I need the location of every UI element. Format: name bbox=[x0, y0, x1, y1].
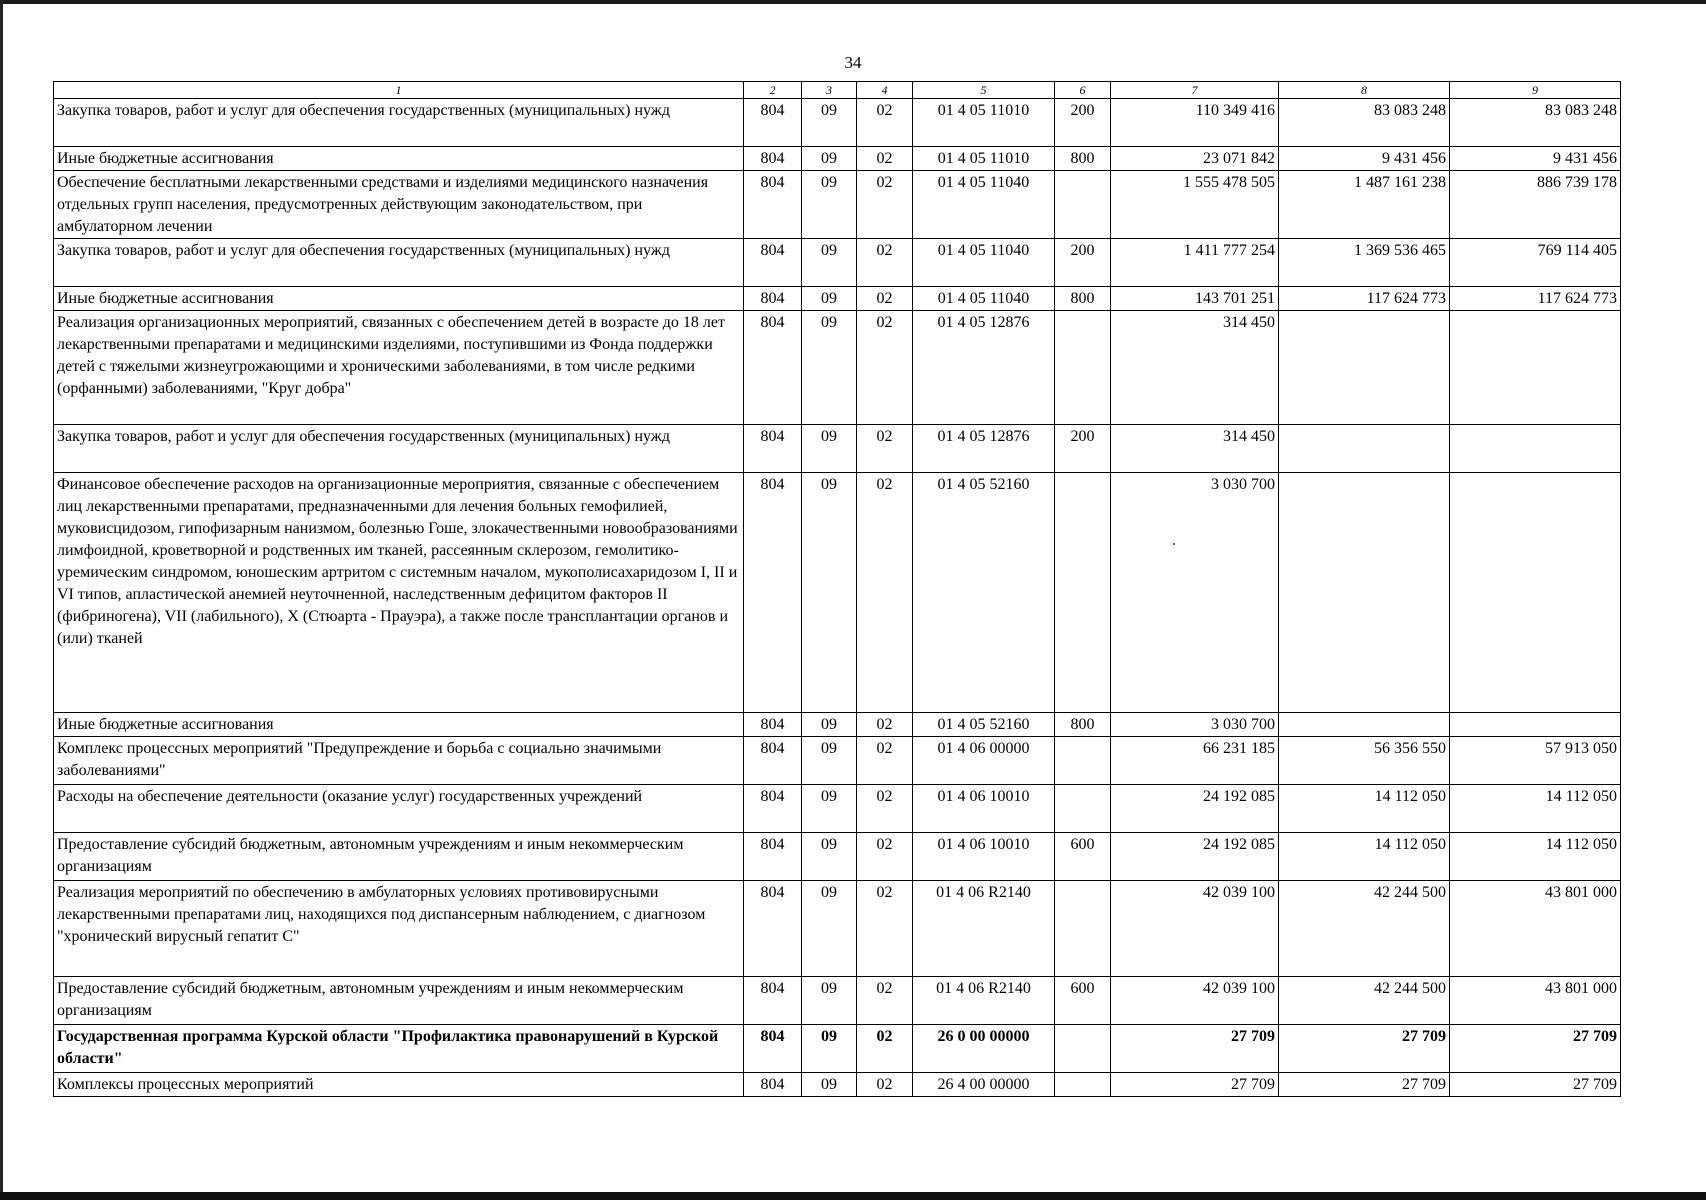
ministry-code-cell: 804 bbox=[744, 425, 802, 473]
amount-year1-cell: 42 039 100 bbox=[1111, 881, 1279, 977]
amount-year1-cell: 24 192 085 bbox=[1111, 833, 1279, 881]
expense-type-cell: 600 bbox=[1055, 833, 1111, 881]
item-name-cell: Закупка товаров, работ и услуг для обеспечения государственных (муниципальных) нужд bbox=[54, 239, 744, 287]
amount-year2-cell: 27 709 bbox=[1279, 1025, 1450, 1073]
ministry-code-cell: 804 bbox=[744, 311, 802, 425]
table-row bbox=[54, 1025, 1621, 1073]
table-row bbox=[54, 425, 1621, 473]
amount-year3-cell: 9 431 456 bbox=[1450, 147, 1621, 171]
amount-year3-cell: 886 739 178 bbox=[1450, 171, 1621, 239]
section-cell: 09 bbox=[802, 737, 857, 785]
section-cell: 09 bbox=[802, 881, 857, 977]
amount-year2-cell: 42 244 500 bbox=[1279, 977, 1450, 1025]
ministry-code-cell: 804 bbox=[744, 99, 802, 147]
section-cell: 09 bbox=[802, 99, 857, 147]
section-cell: 09 bbox=[802, 287, 857, 311]
target-article-cell: 01 4 05 11010 bbox=[913, 99, 1055, 147]
amount-year3-cell bbox=[1450, 713, 1621, 737]
table-row bbox=[54, 147, 1621, 171]
amount-year2-cell bbox=[1279, 473, 1450, 713]
ministry-code-cell: 804 bbox=[744, 287, 802, 311]
expense-type-cell bbox=[1055, 737, 1111, 785]
expense-type-cell: 800 bbox=[1055, 287, 1111, 311]
expense-type-cell bbox=[1055, 881, 1111, 977]
ministry-code-cell: 804 bbox=[744, 785, 802, 833]
column-header: 7 bbox=[1111, 82, 1279, 99]
table-row bbox=[54, 171, 1621, 239]
amount-year3-cell: 14 112 050 bbox=[1450, 833, 1621, 881]
amount-year1-cell: 66 231 185 bbox=[1111, 737, 1279, 785]
amount-year2-cell: 14 112 050 bbox=[1279, 833, 1450, 881]
item-name-cell: Реализация мероприятий по обеспечению в амбулаторных условиях противовирусными лекарственными препаратами лиц, находящихся под диспансерным наблюдением, с диагнозом "хронический вирусный гепатит С" bbox=[54, 881, 744, 977]
section-cell: 09 bbox=[802, 1025, 857, 1073]
amount-year3-cell: 27 709 bbox=[1450, 1025, 1621, 1073]
ministry-code-cell: 804 bbox=[744, 977, 802, 1025]
ministry-code-cell: 804 bbox=[744, 881, 802, 977]
amount-year3-cell: 43 801 000 bbox=[1450, 977, 1621, 1025]
section-cell: 09 bbox=[802, 425, 857, 473]
item-name-cell: Закупка товаров, работ и услуг для обеспечения государственных (муниципальных) нужд bbox=[54, 425, 744, 473]
column-number-row bbox=[54, 82, 1621, 99]
amount-year3-cell: 27 709 bbox=[1450, 1073, 1621, 1097]
expense-type-cell: 800 bbox=[1055, 713, 1111, 737]
expense-type-cell: 200 bbox=[1055, 425, 1111, 473]
item-name-cell: Реализация организационных мероприятий, связанных с обеспечением детей в возрасте до 18 лет лекарственными препаратами и медицинскими изделиями, поступившими из Фонда поддержки детей с тяжелыми жизнеугрожающими и хроническими заболеваниями, в том числе редкими (орфанными) заболеваниями, "Круг добра" bbox=[54, 311, 744, 425]
item-name-cell: Иные бюджетные ассигнования bbox=[54, 147, 744, 171]
expense-type-cell: 600 bbox=[1055, 977, 1111, 1025]
subsection-cell: 02 bbox=[857, 977, 913, 1025]
table-row bbox=[54, 311, 1621, 425]
item-name-cell: Комплексы процессных мероприятий bbox=[54, 1073, 744, 1097]
column-header: 5 bbox=[913, 82, 1055, 99]
section-cell: 09 bbox=[802, 311, 857, 425]
amount-year1-cell: 23 071 842 bbox=[1111, 147, 1279, 171]
subsection-cell: 02 bbox=[857, 311, 913, 425]
budget-table bbox=[53, 81, 1621, 1097]
expense-type-cell bbox=[1055, 1073, 1111, 1097]
table-row bbox=[54, 977, 1621, 1025]
expense-type-cell bbox=[1055, 171, 1111, 239]
expense-type-cell bbox=[1055, 785, 1111, 833]
target-article-cell: 01 4 06 00000 bbox=[913, 737, 1055, 785]
item-name-cell: Комплекс процессных мероприятий "Предупреждение и борьба с социально значимыми заболеваниями" bbox=[54, 737, 744, 785]
amount-year2-cell: 1 369 536 465 bbox=[1279, 239, 1450, 287]
section-cell: 09 bbox=[802, 147, 857, 171]
scan-edge-left bbox=[0, 0, 3, 1200]
column-header: 2 bbox=[744, 82, 802, 99]
amount-year1-cell: 314 450 bbox=[1111, 425, 1279, 473]
amount-year2-cell: 83 083 248 bbox=[1279, 99, 1450, 147]
amount-year2-cell: 117 624 773 bbox=[1279, 287, 1450, 311]
target-article-cell: 01 4 05 11040 bbox=[913, 171, 1055, 239]
target-article-cell: 01 4 05 11040 bbox=[913, 239, 1055, 287]
table-row bbox=[54, 737, 1621, 785]
table-row bbox=[54, 473, 1621, 713]
expense-type-cell bbox=[1055, 473, 1111, 713]
subsection-cell: 02 bbox=[857, 473, 913, 713]
expense-type-cell: 800 bbox=[1055, 147, 1111, 171]
target-article-cell: 01 4 05 11010 bbox=[913, 147, 1055, 171]
column-header: 3 bbox=[802, 82, 857, 99]
amount-year3-cell: 769 114 405 bbox=[1450, 239, 1621, 287]
amount-year3-cell bbox=[1450, 473, 1621, 713]
amount-year2-cell: 14 112 050 bbox=[1279, 785, 1450, 833]
amount-year1-cell: 143 701 251 bbox=[1111, 287, 1279, 311]
ministry-code-cell: 804 bbox=[744, 713, 802, 737]
item-name-cell: Расходы на обеспечение деятельности (оказание услуг) государственных учреждений bbox=[54, 785, 744, 833]
table-row bbox=[54, 239, 1621, 287]
target-article-cell: 26 0 00 00000 bbox=[913, 1025, 1055, 1073]
ministry-code-cell: 804 bbox=[744, 833, 802, 881]
amount-year2-cell: 27 709 bbox=[1279, 1073, 1450, 1097]
subsection-cell: 02 bbox=[857, 99, 913, 147]
section-cell: 09 bbox=[802, 473, 857, 713]
amount-year1-cell: 3 030 700 bbox=[1111, 473, 1279, 713]
expense-type-cell: 200 bbox=[1055, 239, 1111, 287]
amount-year1-cell: 1 555 478 505 bbox=[1111, 171, 1279, 239]
ministry-code-cell: 804 bbox=[744, 1025, 802, 1073]
column-header: 8 bbox=[1279, 82, 1450, 99]
subsection-cell: 02 bbox=[857, 287, 913, 311]
target-article-cell: 26 4 00 00000 bbox=[913, 1073, 1055, 1097]
subsection-cell: 02 bbox=[857, 713, 913, 737]
page-number: 34 bbox=[844, 53, 862, 72]
amount-year1-cell: 314 450 bbox=[1111, 311, 1279, 425]
expense-type-cell bbox=[1055, 1025, 1111, 1073]
amount-year1-cell: 3 030 700 bbox=[1111, 713, 1279, 737]
amount-year3-cell bbox=[1450, 425, 1621, 473]
subsection-cell: 02 bbox=[857, 785, 913, 833]
table-row bbox=[54, 833, 1621, 881]
ministry-code-cell: 804 bbox=[744, 1073, 802, 1097]
target-article-cell: 01 4 06 R2140 bbox=[913, 881, 1055, 977]
column-header: 4 bbox=[857, 82, 913, 99]
expense-type-cell: 200 bbox=[1055, 99, 1111, 147]
target-article-cell: 01 4 06 R2140 bbox=[913, 977, 1055, 1025]
ministry-code-cell: 804 bbox=[744, 171, 802, 239]
target-article-cell: 01 4 06 10010 bbox=[913, 833, 1055, 881]
expense-type-cell bbox=[1055, 311, 1111, 425]
ministry-code-cell: 804 bbox=[744, 473, 802, 713]
column-header: 6 bbox=[1055, 82, 1111, 99]
target-article-cell: 01 4 05 12876 bbox=[913, 311, 1055, 425]
amount-year2-cell bbox=[1279, 713, 1450, 737]
subsection-cell: 02 bbox=[857, 147, 913, 171]
target-article-cell: 01 4 05 52160 bbox=[913, 473, 1055, 713]
subsection-cell: 02 bbox=[857, 1025, 913, 1073]
amount-year3-cell: 43 801 000 bbox=[1450, 881, 1621, 977]
item-name-cell: Предоставление субсидий бюджетным, автономным учреждениям и иным некоммерческим организациям bbox=[54, 833, 744, 881]
amount-year2-cell: 9 431 456 bbox=[1279, 147, 1450, 171]
table-row bbox=[54, 1073, 1621, 1097]
section-cell: 09 bbox=[802, 239, 857, 287]
amount-year1-cell: 24 192 085 bbox=[1111, 785, 1279, 833]
subsection-cell: 02 bbox=[857, 171, 913, 239]
item-name-cell: Финансовое обеспечение расходов на организационные мероприятия, связанные с обеспечением лиц лекарственными препаратами, предназначенными для лечения больных гемофилией, муковисцидозом, гипофизарным нанизмом, болезнью Гоше, злокачественными новообразованиями лимфоидной, кроветворной и родственных им тканей, рассеянным склерозом, гемолитико-уремическим синдромом, юношеским артритом с системным началом, мукополисахаридозом I, II и VI типов, апластической анемией неуточненной, наследственным дефицитом факторов II (фибриногена), VII (лабильного), X (Стюарта - Прауэра), а также после трансплантации органов и (или) тканей bbox=[54, 473, 744, 713]
amount-year2-cell: 42 244 500 bbox=[1279, 881, 1450, 977]
amount-year2-cell bbox=[1279, 311, 1450, 425]
scan-edge-bottom bbox=[0, 1192, 1706, 1200]
table-row bbox=[54, 881, 1621, 977]
column-header: 1 bbox=[54, 82, 744, 99]
table-row bbox=[54, 99, 1621, 147]
target-article-cell: 01 4 05 11040 bbox=[913, 287, 1055, 311]
amount-year1-cell: 27 709 bbox=[1111, 1025, 1279, 1073]
amount-year2-cell bbox=[1279, 425, 1450, 473]
target-article-cell: 01 4 05 52160 bbox=[913, 713, 1055, 737]
scan-speck bbox=[1173, 543, 1175, 545]
amount-year3-cell: 83 083 248 bbox=[1450, 99, 1621, 147]
table-row bbox=[54, 785, 1621, 833]
ministry-code-cell: 804 bbox=[744, 239, 802, 287]
amount-year1-cell: 1 411 777 254 bbox=[1111, 239, 1279, 287]
subsection-cell: 02 bbox=[857, 1073, 913, 1097]
amount-year1-cell: 42 039 100 bbox=[1111, 977, 1279, 1025]
amount-year3-cell: 14 112 050 bbox=[1450, 785, 1621, 833]
target-article-cell: 01 4 06 10010 bbox=[913, 785, 1055, 833]
amount-year2-cell: 1 487 161 238 bbox=[1279, 171, 1450, 239]
item-name-cell: Обеспечение бесплатными лекарственными средствами и изделиями медицинского назначения отдельных групп населения, предусмотренных действующим законодательством, при амбулаторном лечении bbox=[54, 171, 744, 239]
scan-edge-top bbox=[0, 0, 1706, 4]
section-cell: 09 bbox=[802, 977, 857, 1025]
subsection-cell: 02 bbox=[857, 833, 913, 881]
item-name-cell: Предоставление субсидий бюджетным, автономным учреждениям и иным некоммерческим организациям bbox=[54, 977, 744, 1025]
item-name-cell: Иные бюджетные ассигнования bbox=[54, 287, 744, 311]
amount-year3-cell bbox=[1450, 311, 1621, 425]
amount-year3-cell: 117 624 773 bbox=[1450, 287, 1621, 311]
section-cell: 09 bbox=[802, 171, 857, 239]
amount-year2-cell: 56 356 550 bbox=[1279, 737, 1450, 785]
ministry-code-cell: 804 bbox=[744, 737, 802, 785]
amount-year1-cell: 110 349 416 bbox=[1111, 99, 1279, 147]
amount-year1-cell: 27 709 bbox=[1111, 1073, 1279, 1097]
target-article-cell: 01 4 05 12876 bbox=[913, 425, 1055, 473]
subsection-cell: 02 bbox=[857, 881, 913, 977]
section-cell: 09 bbox=[802, 713, 857, 737]
item-name-cell: Закупка товаров, работ и услуг для обеспечения государственных (муниципальных) нужд bbox=[54, 99, 744, 147]
item-name-cell: Государственная программа Курской области "Профилактика правонарушений в Курской области" bbox=[54, 1025, 744, 1073]
subsection-cell: 02 bbox=[857, 239, 913, 287]
amount-year3-cell: 57 913 050 bbox=[1450, 737, 1621, 785]
subsection-cell: 02 bbox=[857, 737, 913, 785]
section-cell: 09 bbox=[802, 1073, 857, 1097]
section-cell: 09 bbox=[802, 785, 857, 833]
table-row bbox=[54, 713, 1621, 737]
subsection-cell: 02 bbox=[857, 425, 913, 473]
ministry-code-cell: 804 bbox=[744, 147, 802, 171]
item-name-cell: Иные бюджетные ассигнования bbox=[54, 713, 744, 737]
section-cell: 09 bbox=[802, 833, 857, 881]
column-header: 9 bbox=[1450, 82, 1621, 99]
table-row bbox=[54, 287, 1621, 311]
